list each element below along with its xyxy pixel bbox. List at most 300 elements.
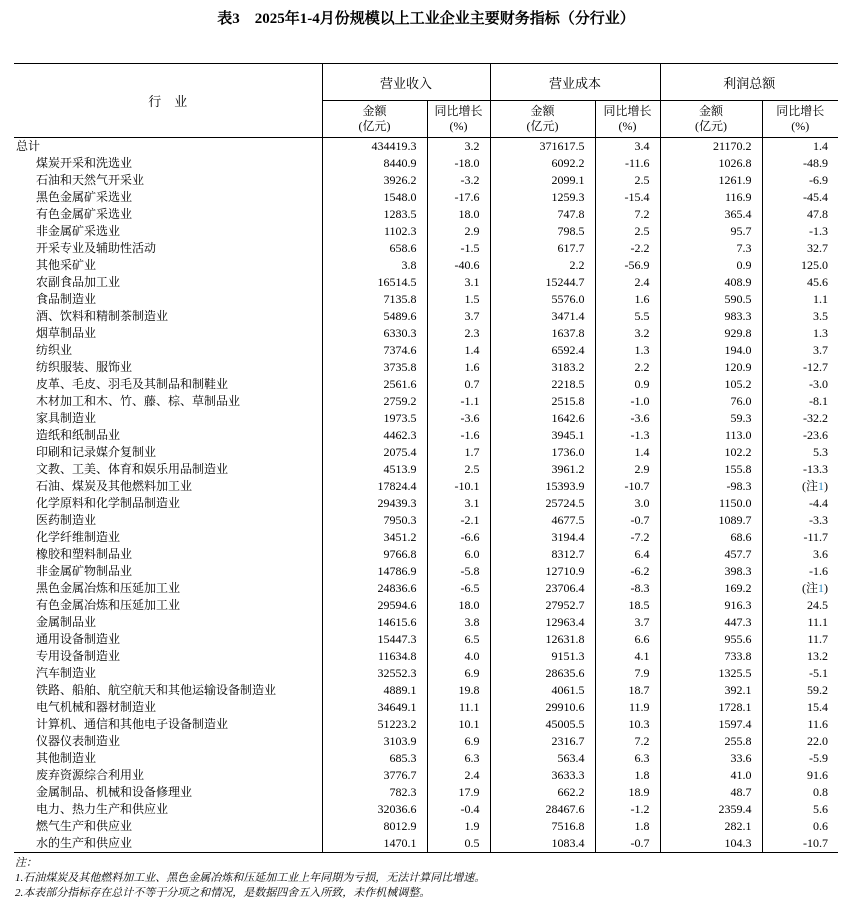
cell-industry: 化学原料和化学制品制造业	[14, 495, 322, 512]
cell-revenue-growth: 17.9	[427, 784, 490, 801]
col-group-revenue: 营业收入	[322, 64, 490, 101]
cell-cost-growth: 11.9	[595, 699, 660, 716]
cell-profit-growth: -13.3	[803, 462, 829, 476]
cell-revenue-growth: 1.5	[427, 291, 490, 308]
table-row	[14, 325, 838, 342]
cell-industry: 专用设备制造业	[14, 648, 322, 665]
cell-industry: 汽车制造业	[14, 665, 322, 682]
cell-revenue-amount: 17824.4	[322, 478, 427, 495]
cell-cost-amount: 28635.6	[490, 665, 595, 682]
cell-revenue-growth: 2.4	[427, 767, 490, 784]
note-ref-digit: 1	[818, 581, 825, 595]
cell-cost-growth: -11.6	[595, 155, 660, 172]
growth-label: 同比增长	[776, 104, 825, 118]
cell-revenue-growth: 18.0	[427, 206, 490, 223]
table-row	[14, 546, 838, 563]
cell-revenue-amount: 2759.2	[322, 393, 427, 410]
cell-industry: 食品制造业	[14, 291, 322, 308]
cell-profit-growth: 3.6	[813, 547, 829, 561]
cell-profit-amount: 155.8	[660, 461, 762, 478]
cell-cost-growth: -3.6	[595, 410, 660, 427]
col-group-profit: 利润总额	[660, 64, 838, 101]
cell-cost-growth: 6.6	[595, 631, 660, 648]
table-row	[14, 512, 838, 529]
table-header	[14, 64, 838, 138]
cell-cost-growth: 1.4	[595, 444, 660, 461]
cell-revenue-amount: 1548.0	[322, 189, 427, 206]
cell-revenue-growth: 3.7	[427, 308, 490, 325]
cell-revenue-amount: 6330.3	[322, 325, 427, 342]
cell-profit-amount: 733.8	[660, 648, 762, 665]
cell-cost-growth: 18.5	[595, 597, 660, 614]
cell-industry: 烟草制品业	[14, 325, 322, 342]
cell-revenue-amount: 658.6	[322, 240, 427, 257]
cell-cost-growth: -10.7	[595, 478, 660, 495]
cell-revenue-amount: 685.3	[322, 750, 427, 767]
cell-profit-amount: 0.9	[660, 257, 762, 274]
table-row	[14, 835, 838, 853]
cell-revenue-amount: 3926.2	[322, 172, 427, 189]
cell-profit-amount: 255.8	[660, 733, 762, 750]
cell-profit-amount: -98.3	[660, 478, 762, 495]
cell-revenue-growth: 1.7	[427, 444, 490, 461]
cell-industry: 电力、热力生产和供应业	[14, 801, 322, 818]
cell-profit-amount: 194.0	[660, 342, 762, 359]
cell-industry: 计算机、通信和其他电子设备制造业	[14, 716, 322, 733]
table-row	[14, 155, 838, 172]
cell-profit-growth: -48.9	[803, 156, 829, 170]
cell-industry: 有色金属冶炼和压延加工业	[14, 597, 322, 614]
cell-cost-growth: 7.2	[595, 733, 660, 750]
cell-profit-amount: 59.3	[660, 410, 762, 427]
cell-revenue-amount: 16514.5	[322, 274, 427, 291]
cell-profit-growth: 1.3	[813, 326, 829, 340]
cell-profit-growth: 11.6	[807, 717, 829, 731]
cell-profit-growth: -4.4	[809, 496, 829, 510]
cell-profit-growth: 32.7	[807, 241, 829, 255]
cell-profit-growth: -1.3	[809, 224, 829, 238]
cell-profit-growth: 59.2	[807, 683, 829, 697]
cell-cost-amount: 1259.3	[490, 189, 595, 206]
table-row	[14, 376, 838, 393]
cell-revenue-growth: -1.6	[427, 427, 490, 444]
cell-cost-amount: 3194.4	[490, 529, 595, 546]
cell-cost-growth: 7.9	[595, 665, 660, 682]
col-group-cost: 营业成本	[490, 64, 660, 101]
cell-revenue-growth: 2.5	[427, 461, 490, 478]
cell-revenue-amount: 24836.6	[322, 580, 427, 597]
cell-revenue-amount: 1102.3	[322, 223, 427, 240]
cell-revenue-growth: -5.8	[427, 563, 490, 580]
cell-cost-growth: 18.7	[595, 682, 660, 699]
table-row	[14, 580, 838, 597]
cell-cost-growth: 10.3	[595, 716, 660, 733]
cell-industry: 酒、饮料和精制茶制造业	[14, 308, 322, 325]
cell-profit-amount: 590.5	[660, 291, 762, 308]
cell-industry: 金属制品、机械和设备修理业	[14, 784, 322, 801]
table-row	[14, 665, 838, 682]
cell-revenue-amount: 8012.9	[322, 818, 427, 835]
cell-cost-growth: 2.9	[595, 461, 660, 478]
cell-profit-growth: -45.4	[803, 190, 829, 204]
cell-industry: 金属制品业	[14, 614, 322, 631]
cell-revenue-growth: 6.3	[427, 750, 490, 767]
cell-revenue-amount: 32552.3	[322, 665, 427, 682]
cell-revenue-amount: 3.8	[322, 257, 427, 274]
cell-industry: 家具制造业	[14, 410, 322, 427]
cell-profit-growth: 1.4	[813, 139, 829, 153]
cell-industry: 仪器仪表制造业	[14, 733, 322, 750]
cell-profit-growth: -32.2	[803, 411, 829, 425]
cell-profit-amount: 120.9	[660, 359, 762, 376]
cell-cost-amount: 1642.6	[490, 410, 595, 427]
cell-cost-growth: -0.7	[595, 835, 660, 853]
cell-profit-growth: -5.1	[809, 666, 829, 680]
cell-revenue-amount: 7135.8	[322, 291, 427, 308]
cell-cost-growth: -6.2	[595, 563, 660, 580]
cell-industry: 石油、煤炭及其他燃料加工业	[14, 478, 322, 495]
cell-profit-growth: 0.6	[813, 819, 829, 833]
growth-unit: (%)	[791, 119, 810, 133]
cell-cost-amount: 2316.7	[490, 733, 595, 750]
cell-revenue-growth: -6.5	[427, 580, 490, 597]
cell-cost-amount: 3183.2	[490, 359, 595, 376]
col-header-profit-growth	[762, 101, 838, 138]
cell-profit-growth: -23.6	[803, 428, 829, 442]
cell-revenue-growth: 3.1	[427, 274, 490, 291]
note-ref: (注1)	[802, 479, 829, 493]
amount-unit: (亿元)	[358, 119, 391, 133]
cell-revenue-amount: 3735.8	[322, 359, 427, 376]
cell-industry: 医药制造业	[14, 512, 322, 529]
cell-profit-amount: 398.3	[660, 563, 762, 580]
cell-profit-amount: 447.3	[660, 614, 762, 631]
cell-profit-growth: 47.8	[807, 207, 829, 221]
cell-cost-growth: 3.4	[595, 138, 660, 156]
cell-industry: 纺织服装、服饰业	[14, 359, 322, 376]
cell-cost-growth: 7.2	[595, 206, 660, 223]
cell-revenue-growth: -3.6	[427, 410, 490, 427]
cell-industry: 印刷和记录媒介复制业	[14, 444, 322, 461]
cell-revenue-growth: 3.8	[427, 614, 490, 631]
amount-label: 金额	[699, 104, 724, 118]
cell-revenue-growth: -18.0	[427, 155, 490, 172]
cell-cost-amount: 5576.0	[490, 291, 595, 308]
cell-cost-growth: 6.3	[595, 750, 660, 767]
cell-revenue-growth: 6.5	[427, 631, 490, 648]
cell-revenue-growth: 6.9	[427, 733, 490, 750]
notes	[15, 856, 852, 901]
cell-revenue-growth: 11.1	[427, 699, 490, 716]
cell-profit-amount: 104.3	[660, 835, 762, 853]
cell-revenue-amount: 1973.5	[322, 410, 427, 427]
cell-revenue-amount: 14786.9	[322, 563, 427, 580]
col-header-revenue-amount	[322, 101, 427, 138]
cell-industry: 石油和天然气开采业	[14, 172, 322, 189]
cell-cost-growth: 0.9	[595, 376, 660, 393]
table-row	[14, 750, 838, 767]
cell-revenue-growth: -6.6	[427, 529, 490, 546]
cell-revenue-growth: 10.1	[427, 716, 490, 733]
cell-profit-amount: 48.7	[660, 784, 762, 801]
cell-profit-growth: 91.6	[807, 768, 829, 782]
cell-profit-amount: 7.3	[660, 240, 762, 257]
cell-industry: 造纸和纸制品业	[14, 427, 322, 444]
cell-revenue-growth: 6.0	[427, 546, 490, 563]
cell-revenue-amount: 3103.9	[322, 733, 427, 750]
cell-profit-growth: -11.7	[803, 530, 829, 544]
cell-profit-amount: 1261.9	[660, 172, 762, 189]
cell-cost-growth: 3.0	[595, 495, 660, 512]
cell-cost-growth: 18.9	[595, 784, 660, 801]
table-row	[14, 597, 838, 614]
cell-revenue-growth: 1.9	[427, 818, 490, 835]
cell-industry: 电气机械和器材制造业	[14, 699, 322, 716]
col-header-revenue-growth	[427, 101, 490, 138]
cell-cost-amount: 3961.2	[490, 461, 595, 478]
cell-revenue-growth: 3.2	[427, 138, 490, 156]
cell-revenue-growth: -40.6	[427, 257, 490, 274]
cell-cost-amount: 563.4	[490, 750, 595, 767]
cell-profit-amount: 916.3	[660, 597, 762, 614]
note-ref-digit: 1	[818, 479, 825, 493]
cell-cost-growth: 5.5	[595, 308, 660, 325]
cell-profit-amount: 95.7	[660, 223, 762, 240]
cell-industry: 通用设备制造业	[14, 631, 322, 648]
cell-cost-amount: 2099.1	[490, 172, 595, 189]
cell-industry: 燃气生产和供应业	[14, 818, 322, 835]
note-item-2: 2.本表部分指标存在总计不等于分项之和情况，是数据四舍五入所致，未作机械调整。	[15, 887, 431, 899]
cell-cost-growth: 1.6	[595, 291, 660, 308]
cell-revenue-amount: 782.3	[322, 784, 427, 801]
table-row	[14, 495, 838, 512]
amount-label: 金额	[362, 104, 387, 118]
table-row	[14, 461, 838, 478]
cell-profit-amount: 929.8	[660, 325, 762, 342]
cell-revenue-amount: 3451.2	[322, 529, 427, 546]
cell-revenue-growth: 3.1	[427, 495, 490, 512]
cell-revenue-growth: 0.7	[427, 376, 490, 393]
cell-cost-amount: 662.2	[490, 784, 595, 801]
cell-industry: 纺织业	[14, 342, 322, 359]
cell-revenue-growth: 2.9	[427, 223, 490, 240]
cell-cost-amount: 1736.0	[490, 444, 595, 461]
cell-revenue-growth: 6.9	[427, 665, 490, 682]
col-header-industry: 行 业	[14, 64, 322, 138]
cell-industry: 农副食品加工业	[14, 274, 322, 291]
cell-cost-growth: 2.4	[595, 274, 660, 291]
note-ref: (注1)	[802, 581, 829, 595]
cell-revenue-growth: 0.5	[427, 835, 490, 853]
table-row	[14, 240, 838, 257]
notes-label: 注：	[15, 857, 37, 869]
table-row	[14, 138, 838, 156]
cell-cost-growth: -1.3	[595, 427, 660, 444]
cell-profit-amount: 169.2	[660, 580, 762, 597]
cell-revenue-growth: 18.0	[427, 597, 490, 614]
cell-profit-growth: 3.5	[813, 309, 829, 323]
table-row	[14, 308, 838, 325]
table-row	[14, 410, 838, 427]
table-row	[14, 274, 838, 291]
cell-cost-amount: 27952.7	[490, 597, 595, 614]
cell-industry: 铁路、船舶、航空航天和其他运输设备制造业	[14, 682, 322, 699]
cell-cost-amount: 798.5	[490, 223, 595, 240]
cell-profit-growth: -10.7	[762, 835, 838, 853]
cell-revenue-growth: -10.1	[427, 478, 490, 495]
cell-industry: 其他制造业	[14, 750, 322, 767]
cell-profit-amount: 457.7	[660, 546, 762, 563]
cell-cost-amount: 6092.2	[490, 155, 595, 172]
table-body	[14, 138, 838, 853]
table-row	[14, 716, 838, 733]
growth-unit: (%)	[449, 119, 468, 133]
table-row	[14, 733, 838, 750]
cell-cost-growth: -56.9	[595, 257, 660, 274]
cell-cost-growth: -1.0	[595, 393, 660, 410]
table-row	[14, 529, 838, 546]
cell-industry: 开采专业及辅助性活动	[14, 240, 322, 257]
cell-revenue-growth: 4.0	[427, 648, 490, 665]
table-row	[14, 682, 838, 699]
cell-cost-growth: 2.2	[595, 359, 660, 376]
cell-cost-amount: 2515.8	[490, 393, 595, 410]
cell-revenue-amount: 1470.1	[322, 835, 427, 853]
cell-profit-amount: 116.9	[660, 189, 762, 206]
cell-profit-growth: -8.1	[809, 394, 829, 408]
table-row	[14, 427, 838, 444]
cell-profit-amount: 33.6	[660, 750, 762, 767]
table-row	[14, 189, 838, 206]
cell-revenue-amount: 7374.6	[322, 342, 427, 359]
cell-revenue-growth: -1.1	[427, 393, 490, 410]
cell-revenue-amount: 14615.6	[322, 614, 427, 631]
cell-cost-amount: 29910.6	[490, 699, 595, 716]
cell-profit-amount: 392.1	[660, 682, 762, 699]
cell-cost-amount: 15393.9	[490, 478, 595, 495]
cell-cost-growth: -2.2	[595, 240, 660, 257]
cell-profit-amount: 68.6	[660, 529, 762, 546]
cell-profit-growth: 11.7	[807, 632, 829, 646]
cell-industry: 皮革、毛皮、羽毛及其制品和制鞋业	[14, 376, 322, 393]
cell-revenue-amount: 2561.6	[322, 376, 427, 393]
cell-revenue-amount: 29439.3	[322, 495, 427, 512]
table-row	[14, 291, 838, 308]
cell-revenue-growth: 2.3	[427, 325, 490, 342]
cell-cost-amount: 3471.4	[490, 308, 595, 325]
cell-profit-growth: 1.1	[813, 292, 829, 306]
cell-cost-amount: 617.7	[490, 240, 595, 257]
cell-profit-growth: 15.4	[807, 700, 829, 714]
cell-cost-growth: 2.5	[595, 223, 660, 240]
note-item-1: 1.石油煤炭及其他燃料加工业、黑色金属冶炼和压延加工业上年同期为亏损，无法计算同比增速。	[15, 872, 486, 884]
cell-profit-amount: 76.0	[660, 393, 762, 410]
cell-profit-growth: -12.7	[803, 360, 829, 374]
cell-industry: 文教、工美、体育和娱乐用品制造业	[14, 461, 322, 478]
amount-unit: (亿元)	[526, 119, 559, 133]
cell-cost-amount: 12631.8	[490, 631, 595, 648]
table-row	[14, 784, 838, 801]
table-row	[14, 699, 838, 716]
cell-revenue-amount: 5489.6	[322, 308, 427, 325]
cell-cost-amount: 3945.1	[490, 427, 595, 444]
col-header-profit-amount	[660, 101, 762, 138]
table-row	[14, 359, 838, 376]
cell-industry: 非金属矿采选业	[14, 223, 322, 240]
cell-revenue-amount: 9766.8	[322, 546, 427, 563]
cell-revenue-growth: 1.4	[427, 342, 490, 359]
cell-profit-growth: 5.3	[813, 445, 829, 459]
cell-revenue-amount: 4889.1	[322, 682, 427, 699]
cell-cost-growth: -1.2	[595, 801, 660, 818]
cell-industry: 化学纤维制造业	[14, 529, 322, 546]
industry-financial-table	[14, 63, 838, 853]
cell-cost-amount: 7516.8	[490, 818, 595, 835]
col-header-cost-amount	[490, 101, 595, 138]
cell-revenue-growth: 19.8	[427, 682, 490, 699]
cell-revenue-amount: 11634.8	[322, 648, 427, 665]
cell-industry: 总计	[14, 138, 322, 156]
cell-profit-amount: 1325.5	[660, 665, 762, 682]
cell-cost-amount: 4677.5	[490, 512, 595, 529]
cell-profit-growth: 3.7	[813, 343, 829, 357]
cell-cost-growth: -15.4	[595, 189, 660, 206]
table-row	[14, 648, 838, 665]
cell-revenue-amount: 29594.6	[322, 597, 427, 614]
cell-revenue-amount: 15447.3	[322, 631, 427, 648]
cell-profit-growth: -5.9	[809, 751, 829, 765]
cell-profit-growth: 0.8	[813, 785, 829, 799]
table-row	[14, 393, 838, 410]
cell-industry: 橡胶和塑料制品业	[14, 546, 322, 563]
cell-profit-growth: -3.3	[809, 513, 829, 527]
cell-revenue-growth: -3.2	[427, 172, 490, 189]
cell-cost-amount: 2218.5	[490, 376, 595, 393]
table-row	[14, 172, 838, 189]
cell-profit-amount: 2359.4	[660, 801, 762, 818]
cell-cost-amount: 9151.3	[490, 648, 595, 665]
cell-profit-amount: 41.0	[660, 767, 762, 784]
growth-label: 同比增长	[434, 104, 483, 118]
table-row	[14, 444, 838, 461]
cell-cost-growth: 1.3	[595, 342, 660, 359]
cell-profit-amount: 1026.8	[660, 155, 762, 172]
cell-revenue-growth: -2.1	[427, 512, 490, 529]
table-row	[14, 614, 838, 631]
cell-cost-growth: 2.5	[595, 172, 660, 189]
cell-industry: 废弃资源综合利用业	[14, 767, 322, 784]
cell-cost-growth: 6.4	[595, 546, 660, 563]
cell-industry: 非金属矿物制品业	[14, 563, 322, 580]
cell-profit-amount: 105.2	[660, 376, 762, 393]
cell-cost-growth: 3.2	[595, 325, 660, 342]
cell-profit-growth: 5.6	[813, 802, 829, 816]
cell-industry: 其他采矿业	[14, 257, 322, 274]
amount-label: 金额	[530, 104, 555, 118]
cell-industry: 木材加工和木、竹、藤、棕、草制品业	[14, 393, 322, 410]
cell-cost-amount: 45005.5	[490, 716, 595, 733]
cell-cost-amount: 28467.6	[490, 801, 595, 818]
cell-cost-growth: 4.1	[595, 648, 660, 665]
cell-profit-growth: 13.2	[807, 649, 829, 663]
cell-cost-amount: 25724.5	[490, 495, 595, 512]
cell-cost-amount: 3633.3	[490, 767, 595, 784]
cell-cost-growth: -8.3	[595, 580, 660, 597]
cell-industry: 黑色金属矿采选业	[14, 189, 322, 206]
growth-unit: (%)	[618, 119, 637, 133]
cell-cost-amount: 2.2	[490, 257, 595, 274]
table-row	[14, 206, 838, 223]
